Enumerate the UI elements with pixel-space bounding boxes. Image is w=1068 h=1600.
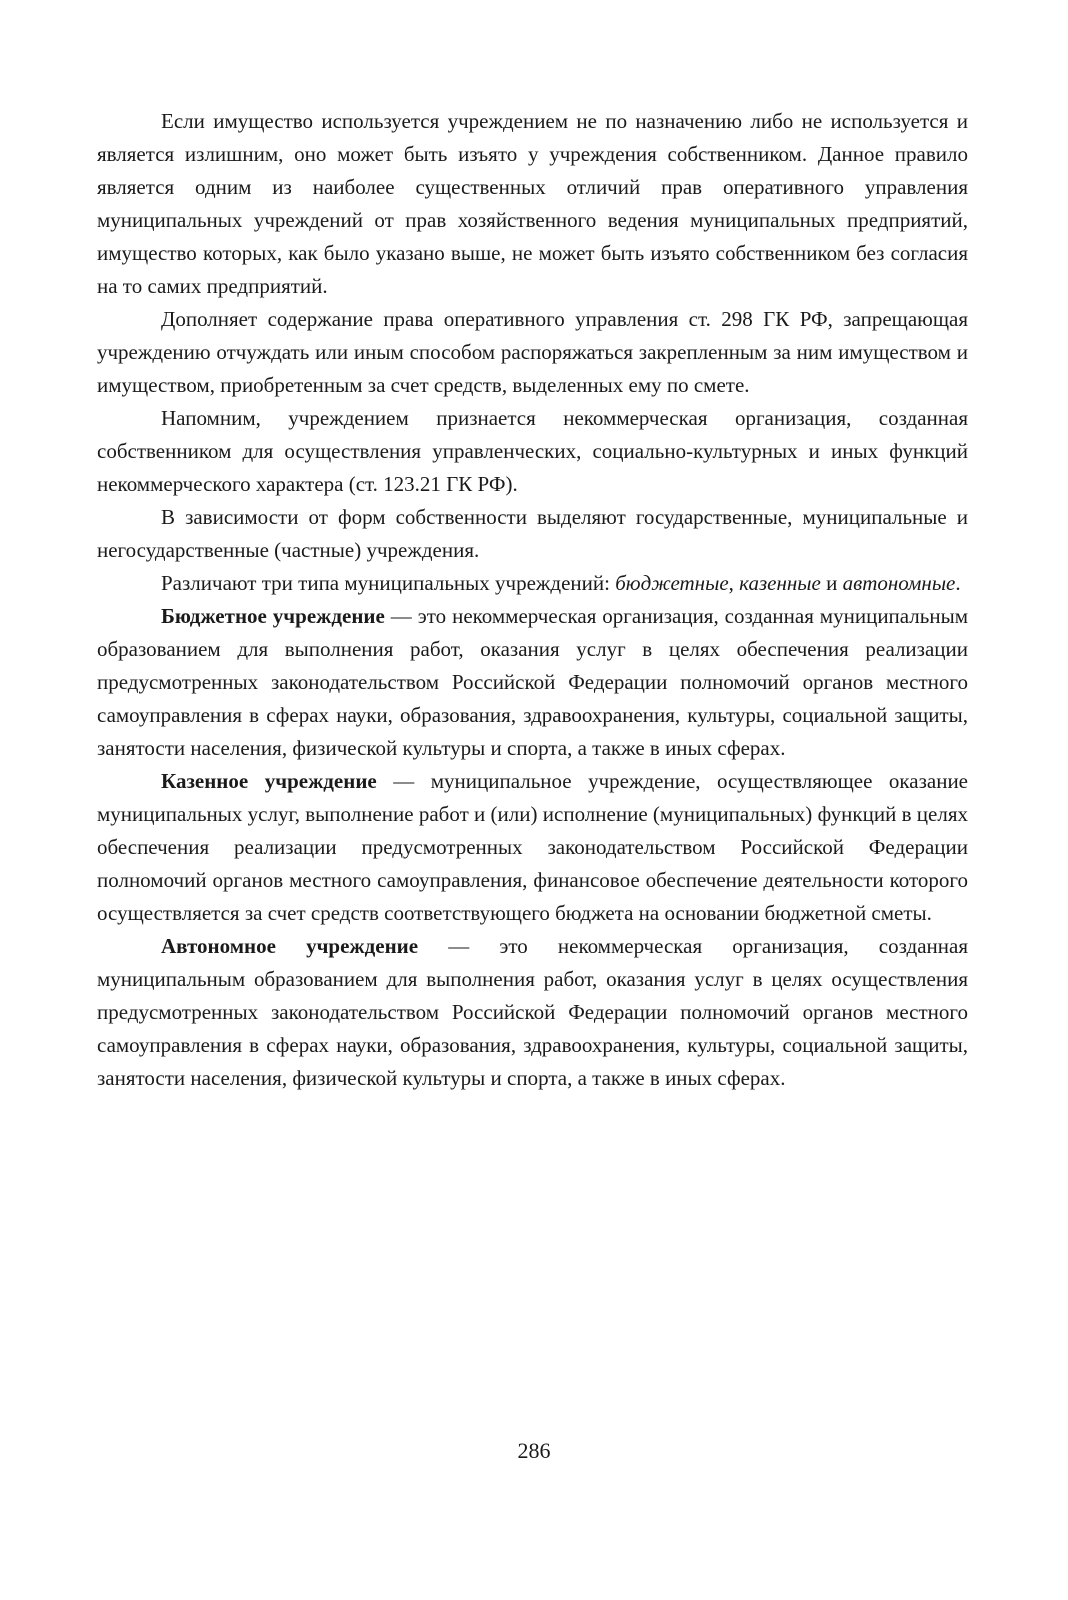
paragraph-property-seizure: Если имущество используется учреждением не по назначению либо не используется и является излишним, оно может быть изъято у учреждения собственником. Данное правило является одним из наиболее существенных отличий прав оперативного управления муниципальных учреждений от прав хозяйственного ведения муниципальных предприятий, имущество которых, как было указано выше, не может быть изъято собственником без согласия на то самих предприятий.	[97, 109, 968, 298]
term-budget-institution: Бюджетное учреждение	[161, 604, 385, 628]
types-end: .	[955, 571, 961, 595]
type-autonomous: автономные	[842, 571, 956, 595]
definition-treasury-institution: — муниципальное учреждение, осуществляющее оказание муниципальных услуг, выполнение работ и (или) исполнение (муниципальных) функций в целях обеспечения реализации предусмотренных законодательством Российской Федерации полномочий органов местного самоуправления, финансовое обеспечение деятельности которого осуществляется за счет средств соответствующего бюджета на основании бюджетной сметы.	[97, 769, 969, 925]
term-treasury-institution: Казенное учреждение	[161, 769, 377, 793]
definition-autonomous-institution: — это некоммерческая организация, созданная муниципальным образованием для выполнения работ, оказания услуг в целях осуществления предусмотренных законодательством Российской Федерации полномочий органов местного самоуправления в сферах науки, образования, здравоохранения, культуры, социальной защиты, занятости населения, физической культуры и спорта, а также в иных сферах.	[97, 934, 968, 1090]
paragraph-budget-institution	[97, 600, 968, 765]
paragraph-ownership-forms: В зависимости от форм собственности выделяют государственные, муниципальные и негосударственные (частные) учреждения.	[97, 505, 968, 562]
definition-budget-institution: — это некоммерческая организация, созданная муниципальным образованием для выполнения работ, оказания услуг в целях обеспечения реализации предусмотренных законодательством Российской Федерации полномочий органов местного самоуправления в сферах науки, образования, здравоохранения, культуры, социальной защиты, занятости населения, физической культуры и спорта, а также в иных сферах.	[97, 604, 968, 760]
type-budget: бюджетные	[615, 571, 729, 595]
types-intro: Различают три типа муниципальных учреждений:	[161, 571, 616, 595]
page-body	[97, 105, 968, 1095]
page-number: 286	[517, 1438, 551, 1463]
types-separator-2: и	[820, 571, 843, 595]
types-separator-1: ,	[728, 571, 740, 595]
paragraph-article-298: Дополняет содержание права оперативного управления ст. 298 ГК РФ, запрещающая учреждению отчуждать или иным способом распоряжаться закрепленным за ним имуществом и имуществом, приобретенным за счет средств, выделенных ему по смете.	[97, 307, 968, 397]
paragraph-treasury-institution	[97, 765, 968, 930]
type-treasury: казенные	[739, 571, 821, 595]
paragraph-institution-types	[97, 567, 968, 600]
term-autonomous-institution: Автономное учреждение	[161, 934, 419, 958]
paragraph-institution-definition: Напомним, учреждением признается некоммерческая организация, созданная собственником для осуществления управленческих, социально-культурных и иных функций некоммерческого характера (ст. 123.21 ГК РФ).	[97, 406, 968, 496]
paragraph-autonomous-institution	[97, 930, 968, 1095]
